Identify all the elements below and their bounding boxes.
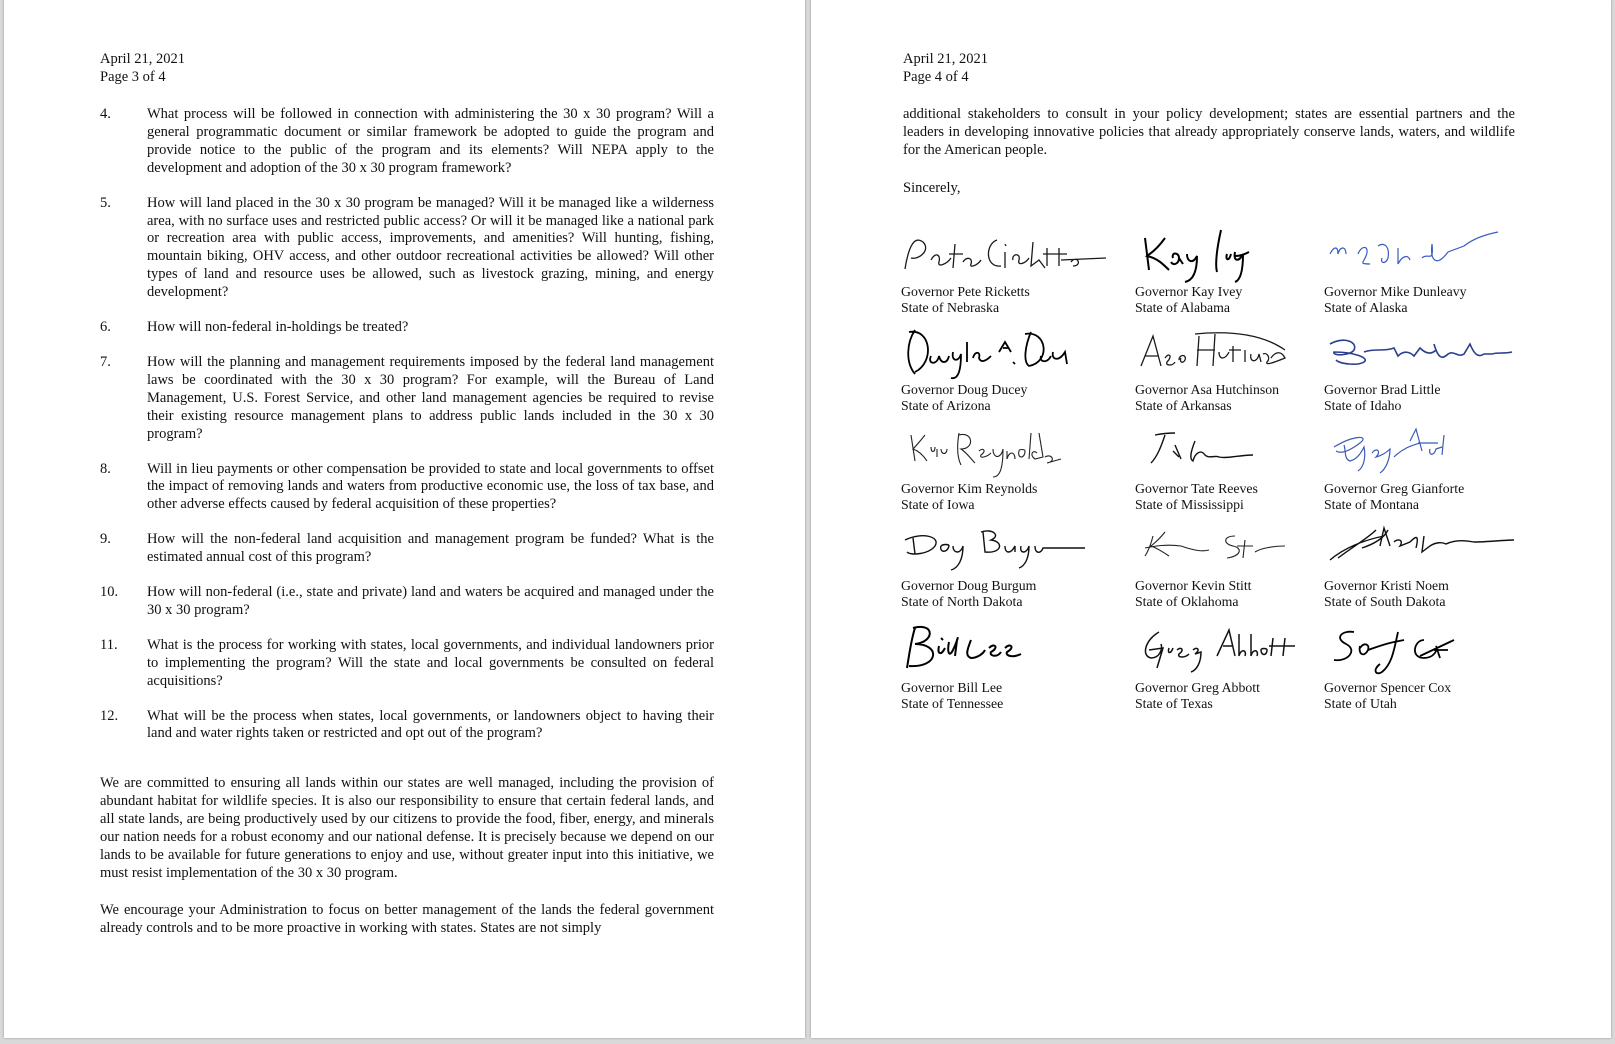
question-text: What is the process for working with states, local governments, and individual landowners prior to implementing the program? Will the state and local governments be consulted on federal acquisitions? (147, 636, 714, 689)
signature-image (901, 224, 1111, 284)
document-page-4 (811, 0, 1611, 1038)
signatory-state: State of Alaska (1324, 300, 1408, 315)
signature-block (901, 322, 1111, 414)
question-list (100, 106, 714, 743)
question-number: 4. (100, 106, 111, 122)
signatory-name: Governor Mike Dunleavy (1324, 284, 1467, 299)
signature-block (1324, 620, 1534, 712)
body-paragraph: additional stakeholders to consult in your policy development; states are essential partners and the leaders in developing innovative policies that already appropriately conserve lands, waters, and wildlife for the American people. (903, 106, 1515, 158)
signatory-name: Governor Tate Reeves (1135, 481, 1258, 496)
signatory-name: Governor Greg Abbott (1135, 680, 1260, 695)
question-number: 10. (100, 584, 119, 601)
signature-block (901, 518, 1111, 610)
signature-block (1135, 518, 1345, 610)
page-header (903, 51, 988, 87)
page-number: Page 3 of 4 (100, 68, 166, 85)
signature-image (1135, 518, 1345, 578)
signature-image (1324, 224, 1534, 284)
question-text: How will the non-federal land acquisition and management program be funded? What is the estimated annual cost of this program? (147, 531, 714, 566)
list-item (100, 531, 714, 567)
signature-image (1324, 518, 1534, 578)
question-number: 9. (100, 531, 111, 548)
signature-image (1135, 620, 1345, 680)
signature-block (1324, 322, 1534, 414)
question-number: 11. (100, 636, 118, 653)
signature-image (1324, 322, 1534, 382)
list-item (100, 461, 714, 515)
list-item (100, 106, 714, 178)
signature-block (901, 224, 1111, 316)
signature-image (901, 322, 1111, 382)
signature-image (1324, 620, 1534, 680)
signatory-state: State of Mississippi (1135, 497, 1244, 512)
page-number: Page 4 of 4 (903, 68, 969, 85)
signature-image (901, 421, 1111, 481)
signatory-state: State of Montana (1324, 497, 1420, 512)
signature-block (901, 421, 1111, 513)
letter-date: April 21, 2021 (903, 51, 988, 67)
signatory-name: Governor Brad Little (1324, 382, 1441, 397)
question-number: 12. (100, 707, 119, 724)
list-item (100, 584, 714, 620)
question-text: How will the planning and management requirements imposed by the federal land management laws be coordinated with the 30 x 30 program? For example, will the Bureau of Land Management, U.S. Forest Service, and other land management agencies be required to revise their existing resource management plans to address public lands included in the 30 x 30 program? (147, 353, 714, 442)
signatory-name: Governor Greg Gianforte (1324, 481, 1465, 496)
signature-block (1324, 421, 1534, 513)
signature-block (1324, 224, 1534, 316)
list-item (100, 195, 714, 302)
signatory-state: State of Alabama (1135, 300, 1231, 315)
body-paragraph: We are committed to ensuring all lands within our states are well managed, including the provision of abundant habitat for wildlife species. It is also our responsibility to ensure that certain federal lands, and all state lands, are being productively used by our citizens to provide the food, fiber, energy, and minerals our nation needs for a robust economy and our national defense. It is precisely because we depend on our lands to be available for future generations to enjoy and use, without greater input into this initiative, we must resist implementation of the 30 x 30 program. (100, 775, 714, 881)
signatory-name: Governor Kevin Stitt (1135, 578, 1252, 593)
signatory-state: State of Nebraska (901, 300, 1000, 315)
list-item (100, 319, 714, 337)
signatory-state: State of North Dakota (901, 594, 1023, 609)
signatory-name: Governor Doug Burgum (901, 578, 1037, 593)
signature-image (901, 620, 1111, 680)
question-number: 8. (100, 460, 111, 477)
signatory-state: State of Oklahoma (1135, 594, 1239, 609)
signature-image (901, 518, 1111, 578)
signature-block (1135, 224, 1345, 316)
signature-block (901, 620, 1111, 712)
signatory-name: Governor Bill Lee (901, 680, 1003, 695)
signatory-state: State of Arizona (901, 398, 991, 413)
question-number: 7. (100, 353, 111, 370)
document-page-3 (4, 0, 805, 1038)
question-number: 6. (100, 319, 111, 336)
signature-block (1324, 518, 1534, 610)
signatory-state: State of Tennessee (901, 696, 1004, 711)
signatory-name: Governor Asa Hutchinson (1135, 382, 1280, 397)
body-paragraph: We encourage your Administration to focus on better management of the lands the federal government already controls and to be more proactive in working with states. States are not simply (100, 902, 714, 936)
letter-date: April 21, 2021 (100, 51, 185, 67)
question-text: How will non-federal (i.e., state and private) land and waters be acquired and managed under the 30 x 30 program? (147, 584, 714, 618)
signatory-state: State of South Dakota (1324, 594, 1446, 609)
signature-image (1324, 421, 1534, 481)
signatory-state: State of Idaho (1324, 398, 1402, 413)
signatory-state: State of Iowa (901, 497, 975, 512)
signature-block (1135, 620, 1345, 712)
signatory-name: Governor Pete Ricketts (901, 284, 1030, 299)
signatory-name: Governor Kristi Noem (1324, 578, 1449, 593)
question-text: Will in lieu payments or other compensation be provided to state and local governments to offset the impact of removing lands and waters from productive economic use, the loss of tax base, and other adverse effects caused by federal acquisition of these properties? (147, 460, 714, 513)
signatory-state: State of Utah (1324, 696, 1397, 711)
signature-block (1135, 421, 1345, 513)
signatory-name: Governor Spencer Cox (1324, 680, 1452, 695)
question-number: 5. (100, 194, 111, 211)
signature-block (1135, 322, 1345, 414)
question-text: How will land placed in the 30 x 30 program be managed? Will it be managed like a wilderness area, with no surface uses and restricted public access? Or will it be managed like a national park or recreation area with public access, improvements, and amenities? Will hunting, fishing, mountain biking, OHV access, and other outdoor recreational activities be allowed? Will other types of land and resource uses be allowed, such as livestock grazing, mining, and energy development? (147, 194, 714, 301)
signature-image (1135, 224, 1345, 284)
question-text: What process will be followed in connection with administering the 30 x 30 program? Will a general programmatic document or similar framework be adopted to guide the program and provide notice to the public of the program and its elements? Will NEPA apply to the development and adoption of the 30 x 30 program framework? (147, 106, 714, 176)
page-header (100, 51, 185, 87)
signatory-name: Governor Kay Ivey (1135, 284, 1243, 299)
question-text: What will be the process when states, local governments, or landowners object to having their land and water rights taken or restricted and opt out of the program? (147, 707, 714, 742)
list-item (100, 354, 714, 444)
signatory-name: Governor Doug Ducey (901, 382, 1028, 397)
list-item (100, 637, 714, 691)
list-item (100, 708, 714, 744)
signatory-state: State of Arkansas (1135, 398, 1232, 413)
signatory-name: Governor Kim Reynolds (901, 481, 1038, 496)
signature-image (1135, 421, 1345, 481)
closing-salutation: Sincerely, (903, 180, 961, 196)
signature-image (1135, 322, 1345, 382)
signatory-state: State of Texas (1135, 696, 1213, 711)
question-text: How will non-federal in-holdings be treated? (147, 319, 409, 336)
